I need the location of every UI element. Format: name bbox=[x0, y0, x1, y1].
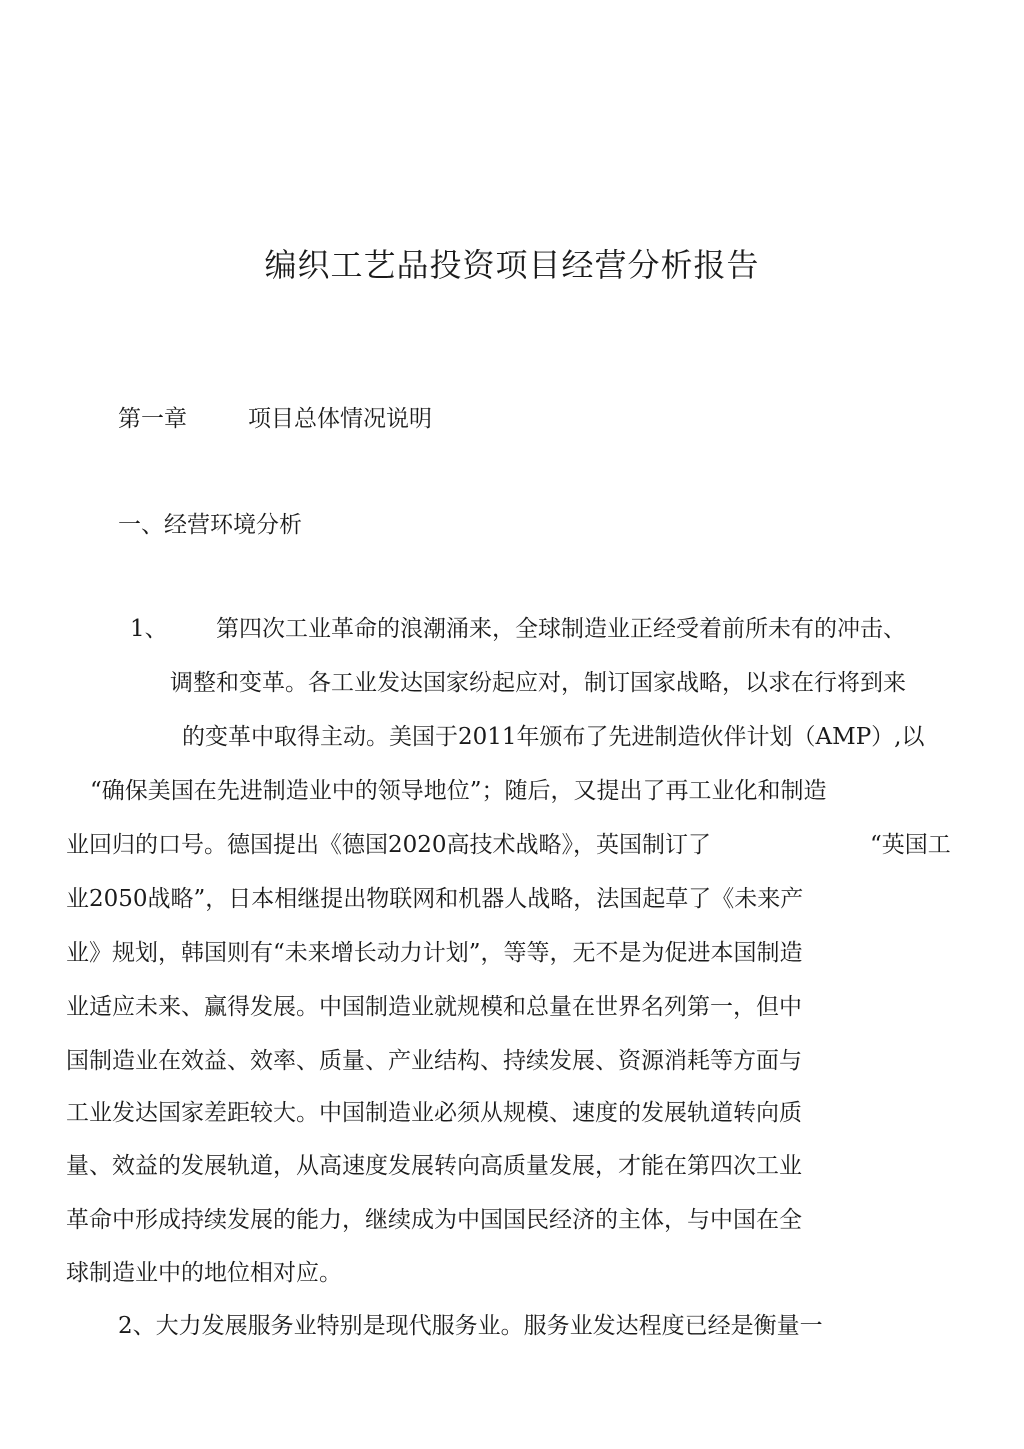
paragraph-line: 国制造业在效益、效率、质量、产业结构、持续发展、资源消耗等方面与 bbox=[66, 1048, 802, 1074]
section-heading: 一、经营环境分析 bbox=[118, 512, 302, 538]
paragraph-line: 业适应未来、赢得发展。中国制造业就规模和总量在世界名列第一，但中 bbox=[66, 994, 802, 1020]
paragraph-line: 的变革中取得主动。美国于2011年颁布了先进制造伙伴计划（AMP）,以 bbox=[182, 724, 925, 750]
paragraph-line: 业2050战略”，日本相继提出物联网和机器人战略，法国起草了《未来产 bbox=[66, 886, 804, 912]
paragraph-line: 业》规划，韩国则有“未来增长动力计划”，等等，无不是为促进本国制造 bbox=[66, 940, 803, 966]
paragraph-line: “确保美国在先进制造业中的领导地位”；随后，又提出了再工业化和制造 bbox=[90, 778, 827, 804]
chapter-number: 第一章 bbox=[118, 406, 187, 432]
paragraph-line: 第四次工业革命的浪潮涌来，全球制造业正经受着前所未有的冲击、 bbox=[216, 616, 906, 642]
chapter-heading bbox=[118, 400, 432, 433]
paragraph-line: “英国工 bbox=[870, 832, 951, 858]
paragraph-line: 革命中形成持续发展的能力，继续成为中国国民经济的主体，与中国在全 bbox=[66, 1207, 802, 1233]
paragraph-line: 2、大力发展服务业特别是现代服务业。服务业发达程度已经是衡量一 bbox=[118, 1313, 823, 1339]
paragraph-line: 球制造业中的地位相对应。 bbox=[66, 1260, 342, 1286]
paragraph-line: 调整和变革。各工业发达国家纷起应对，制订国家战略，以求在行将到来 bbox=[170, 670, 906, 696]
document-title: 编织工艺品投资项目经营分析报告 bbox=[264, 246, 760, 284]
paragraph-line: 业回归的口号。德国提出《德国2020高技术战略》，英国制订了 bbox=[66, 832, 712, 858]
paragraph-marker: 1、 bbox=[130, 616, 168, 642]
paragraph-line: 量、效益的发展轨道，从高速度发展转向高质量发展，才能在第四次工业 bbox=[66, 1153, 802, 1179]
chapter-title: 项目总体情况说明 bbox=[248, 406, 432, 432]
paragraph-line: 工业发达国家差距较大。中国制造业必须从规模、速度的发展轨道转向质 bbox=[66, 1100, 802, 1126]
